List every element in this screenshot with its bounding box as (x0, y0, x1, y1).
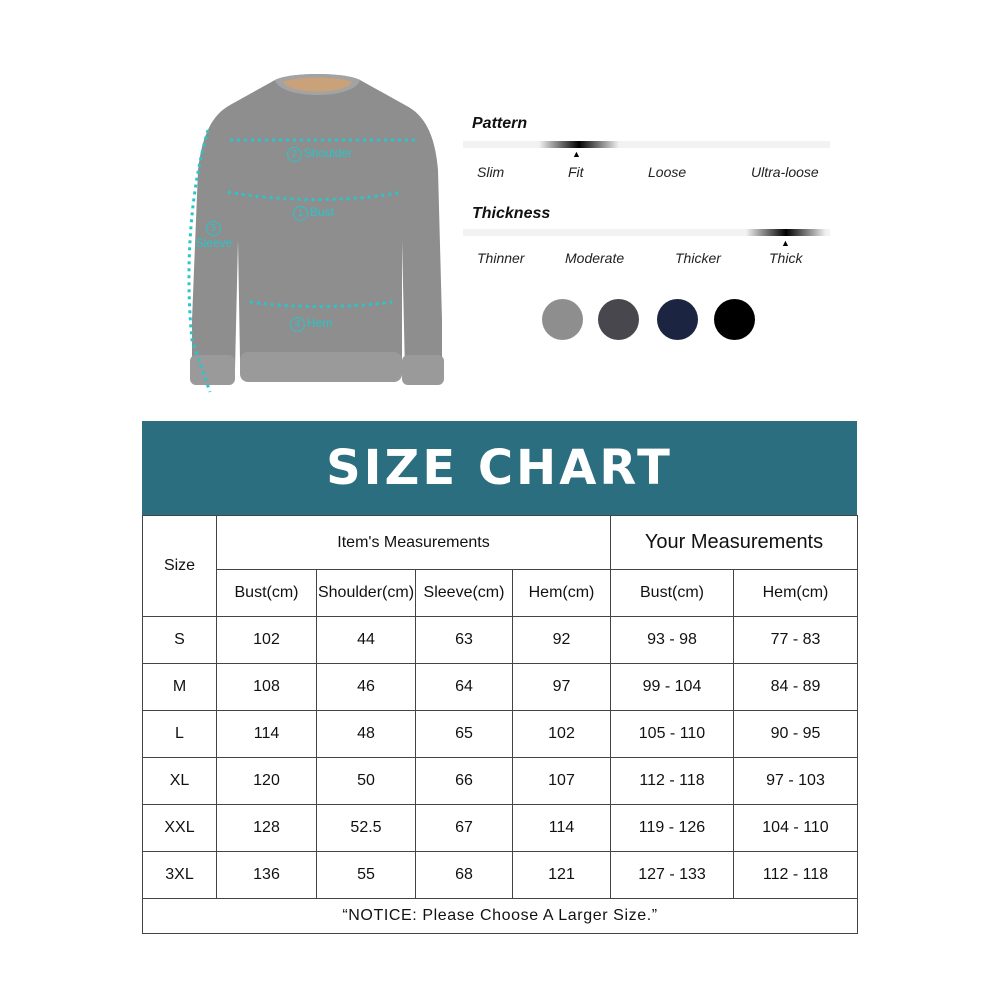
cell-hem: 121 (513, 852, 611, 899)
your-measurements-header: Your Measurements (611, 516, 858, 570)
cell-your-bust: 112 - 118 (611, 758, 734, 805)
cell-hem: 114 (513, 805, 611, 852)
thickness-option-thinner: Thinner (477, 250, 525, 266)
table-row (143, 758, 858, 805)
col-header-hem: Hem(cm) (513, 570, 611, 617)
cell-shoulder: 50 (317, 758, 416, 805)
pattern-scale-bar (463, 141, 830, 148)
color-swatch-navy[interactable] (657, 299, 698, 340)
cell-bust: 128 (217, 805, 317, 852)
size-chart-table (142, 515, 858, 934)
thickness-option-thicker: Thicker (675, 250, 721, 266)
cell-hem: 102 (513, 711, 611, 758)
sleeve-number: 3 (206, 221, 221, 236)
pattern-option-slim: Slim (477, 164, 505, 180)
color-swatch-black[interactable] (714, 299, 755, 340)
thickness-option-thick: Thick (769, 250, 803, 266)
cell-size: XXL (143, 805, 217, 852)
cell-your-bust: 99 - 104 (611, 664, 734, 711)
size-chart-title: SIZE CHART (326, 440, 673, 496)
cell-size: S (143, 617, 217, 664)
cell-size: XL (143, 758, 217, 805)
sweater-image (180, 70, 455, 400)
cell-your-bust: 119 - 126 (611, 805, 734, 852)
notice-text: “NOTICE: Please Choose A Larger Size.” (143, 899, 858, 934)
pattern-title: Pattern (472, 115, 528, 132)
pattern-arrow-icon: ▲ (572, 149, 581, 159)
pattern-option-fit: Fit (568, 164, 584, 180)
cell-sleeve: 67 (416, 805, 513, 852)
cell-sleeve: 63 (416, 617, 513, 664)
thickness-indicator (746, 229, 826, 236)
hem-number: 4 (290, 317, 305, 332)
pattern-option-loose: Loose (648, 164, 687, 180)
cell-shoulder: 44 (317, 617, 416, 664)
cell-bust: 136 (217, 852, 317, 899)
cell-your-hem: 112 - 118 (734, 852, 858, 899)
cell-shoulder: 52.5 (317, 805, 416, 852)
item-measurements-header: Item's Measurements (217, 516, 611, 570)
cell-sleeve: 68 (416, 852, 513, 899)
cell-your-bust: 127 - 133 (611, 852, 734, 899)
size-chart (142, 421, 857, 939)
cell-bust: 102 (217, 617, 317, 664)
cell-shoulder: 55 (317, 852, 416, 899)
bust-number: 1 (293, 206, 308, 221)
shoulder-measure-label (287, 146, 352, 162)
cell-sleeve: 64 (416, 664, 513, 711)
cell-sleeve: 65 (416, 711, 513, 758)
cell-shoulder: 48 (317, 711, 416, 758)
pattern-indicator (539, 141, 619, 148)
thickness-option-moderate: Moderate (565, 250, 625, 266)
cell-hem: 97 (513, 664, 611, 711)
cell-sleeve: 66 (416, 758, 513, 805)
pattern-option-ultra-loose: Ultra-loose (751, 164, 819, 180)
bust-measure-label (293, 205, 334, 221)
col-header-bust: Bust(cm) (217, 570, 317, 617)
sleeve-text: Sleeve (195, 236, 233, 250)
cell-your-bust: 105 - 110 (611, 711, 734, 758)
size-chart-body (143, 617, 858, 899)
cell-your-hem: 77 - 83 (734, 617, 858, 664)
sleeve-measure-label (194, 220, 234, 250)
cell-your-hem: 97 - 103 (734, 758, 858, 805)
color-swatch-gray[interactable] (542, 299, 583, 340)
cell-shoulder: 46 (317, 664, 416, 711)
thickness-title: Thickness (472, 205, 551, 222)
thickness-arrow-icon: ▲ (781, 238, 790, 248)
bust-text: Bust (310, 205, 335, 219)
table-row (143, 711, 858, 758)
cell-hem: 92 (513, 617, 611, 664)
cell-size: 3XL (143, 852, 217, 899)
cell-hem: 107 (513, 758, 611, 805)
cell-size: M (143, 664, 217, 711)
size-header: Size (143, 516, 217, 617)
cell-size: L (143, 711, 217, 758)
col-header-shoulder: Shoulder(cm) (317, 570, 416, 617)
col-header-sleeve: Sleeve(cm) (416, 570, 513, 617)
size-chart-banner (142, 421, 857, 515)
thickness-scale-bar (463, 229, 830, 236)
table-row (143, 664, 858, 711)
cell-bust: 114 (217, 711, 317, 758)
hem-text: Hem (307, 316, 333, 330)
cell-bust: 108 (217, 664, 317, 711)
shoulder-number: 2 (287, 147, 302, 162)
color-swatch-dark-gray[interactable] (598, 299, 639, 340)
hem-measure-label (290, 316, 332, 332)
table-row (143, 617, 858, 664)
cell-your-hem: 84 - 89 (734, 664, 858, 711)
cell-your-hem: 104 - 110 (734, 805, 858, 852)
col-header-your-hem: Hem(cm) (734, 570, 858, 617)
table-row (143, 852, 858, 899)
col-header-your-bust: Bust(cm) (611, 570, 734, 617)
table-row (143, 805, 858, 852)
cell-your-bust: 93 - 98 (611, 617, 734, 664)
cell-bust: 120 (217, 758, 317, 805)
cell-your-hem: 90 - 95 (734, 711, 858, 758)
shoulder-text: Shoulder (304, 146, 353, 160)
